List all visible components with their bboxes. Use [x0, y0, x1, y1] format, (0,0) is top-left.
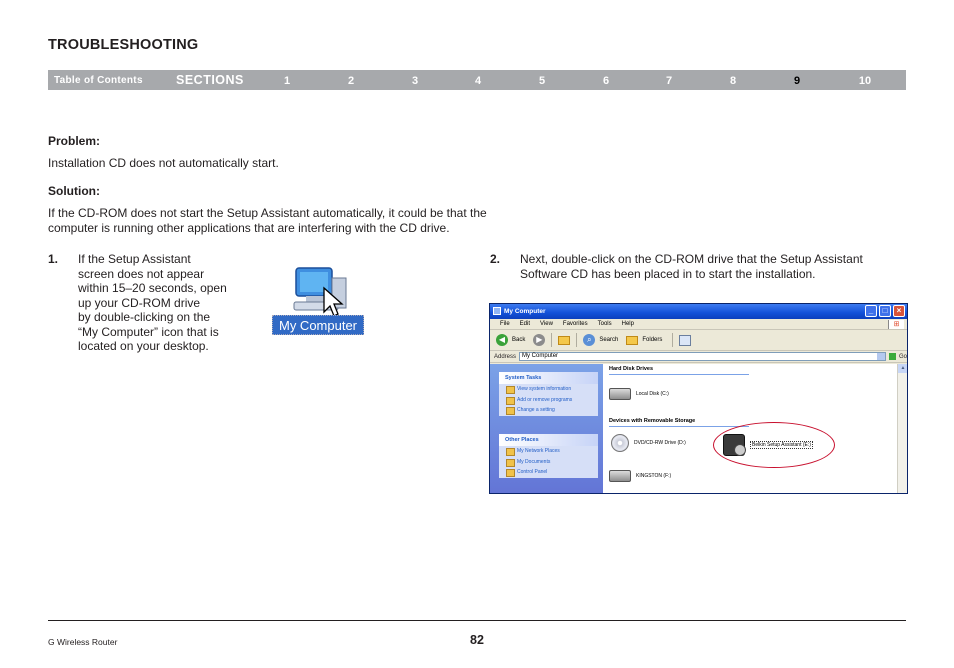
section-link-8[interactable]: 8 — [729, 75, 737, 87]
address-value: My Computer — [522, 353, 559, 359]
step-1-line: If the Setup Assistant — [78, 252, 191, 266]
folders-button[interactable]: Folders — [642, 337, 663, 343]
drive-label: Local Disk (C:) — [636, 391, 669, 397]
menu-help[interactable]: Help — [621, 321, 634, 327]
task-link[interactable]: Add or remove programs — [499, 395, 598, 406]
menu-favorites[interactable]: Favorites — [562, 321, 588, 327]
task-link[interactable]: View system information — [499, 384, 598, 395]
drive-label: DVD/CD-RW Drive (D:) — [634, 440, 686, 446]
section-link-5[interactable]: 5 — [538, 75, 546, 87]
other-places-heading[interactable]: Other Places — [499, 434, 598, 446]
toolbar-divider — [551, 333, 552, 347]
menu-view[interactable]: View — [540, 321, 553, 327]
dvd-drive-d[interactable] — [611, 434, 686, 452]
section-link-3[interactable]: 3 — [411, 75, 419, 87]
section-link-1[interactable]: 1 — [283, 75, 291, 87]
toolbar-divider — [576, 333, 577, 347]
search-icon[interactable]: ⌕ — [583, 334, 595, 346]
place-link[interactable]: My Network Places — [499, 446, 598, 457]
search-button[interactable]: Search — [599, 337, 619, 343]
highlight-circle — [713, 422, 835, 468]
maximize-icon[interactable]: □ — [879, 305, 891, 317]
sections-label: SECTIONS — [176, 73, 244, 87]
local-disk-c[interactable] — [609, 388, 669, 400]
kingston-drive-f[interactable] — [609, 470, 671, 482]
my-computer-label[interactable]: My Computer — [272, 315, 364, 335]
solution-heading: Solution: — [48, 184, 100, 198]
hard-drive-icon — [609, 388, 631, 400]
group-divider — [609, 426, 749, 427]
task-link[interactable]: Change a setting — [499, 405, 598, 416]
up-folder-icon[interactable] — [558, 336, 570, 345]
section-link-6[interactable]: 6 — [602, 75, 610, 87]
section-nav-bar — [48, 70, 906, 90]
step-1-line: up your CD-ROM drive — [78, 295, 201, 310]
step-1-line: located on your desktop. — [78, 339, 209, 353]
menu-tools[interactable]: Tools — [597, 321, 612, 327]
section-link-7[interactable]: 7 — [665, 75, 673, 87]
solution-text-line-2: computer is running other applications that are interfering with the CD drive. — [48, 221, 450, 235]
system-tasks-panel — [499, 372, 598, 416]
footer-divider — [48, 620, 906, 621]
folders-icon[interactable] — [626, 336, 638, 345]
step-2-line: Software CD has been placed in to start the installation. — [520, 266, 816, 281]
my-computer-window-screenshot — [489, 303, 908, 494]
place-link[interactable]: My Documents — [499, 457, 598, 468]
removable-storage-heading: Devices with Removable Storage — [609, 418, 696, 424]
toolbar-divider — [672, 333, 673, 347]
section-link-10[interactable]: 10 — [858, 75, 872, 87]
computer-icon — [493, 307, 501, 315]
solution-text-line-1: If the CD-ROM does not start the Setup Assistant automatically, it could be that the — [48, 206, 487, 220]
window-menu-bar — [490, 319, 907, 330]
go-button[interactable]: Go — [898, 353, 907, 360]
window-content — [490, 364, 907, 493]
back-button[interactable]: Back — [512, 337, 526, 343]
drive-label: Belkin Setup Assistant (E:) — [752, 442, 811, 448]
step-2-text — [520, 252, 863, 281]
step-2-line: Next, double-click on the CD-ROM drive that the Setup Assistant — [520, 252, 863, 266]
window-toolbar — [490, 330, 907, 351]
group-divider — [609, 374, 749, 375]
hard-disk-drives-heading: Hard Disk Drives — [609, 366, 654, 372]
section-link-2[interactable]: 2 — [347, 75, 355, 87]
step-1-line: by double-clicking on the — [78, 310, 211, 324]
usb-drive-icon — [609, 470, 631, 482]
address-bar — [490, 351, 907, 363]
menu-edit[interactable]: Edit — [519, 321, 531, 327]
step-1-line: within 15–20 seconds, open — [78, 281, 227, 295]
task-pane — [490, 364, 603, 493]
minimize-icon[interactable]: _ — [865, 305, 877, 317]
window-title: My Computer — [504, 308, 546, 315]
table-of-contents-link[interactable]: Table of Contents — [54, 75, 143, 86]
page-title: TROUBLESHOOTING — [48, 37, 199, 53]
page-number: 82 — [470, 633, 484, 647]
menu-file[interactable]: File — [500, 321, 510, 327]
step-1-line: “My Computer” icon that is — [78, 324, 219, 339]
system-tasks-heading[interactable]: System Tasks — [499, 372, 598, 384]
step-1-line: screen does not appear — [78, 266, 205, 281]
views-icon[interactable] — [679, 335, 691, 346]
step-1-number: 1. — [48, 252, 59, 266]
address-label: Address — [494, 353, 517, 360]
forward-arrow-icon[interactable]: ▶ — [533, 334, 545, 346]
section-link-4[interactable]: 4 — [474, 75, 482, 87]
other-places-panel — [499, 434, 598, 478]
problem-heading: Problem: — [48, 134, 101, 148]
problem-text: Installation CD does not automatically start. — [48, 156, 279, 170]
cd-drive-icon — [611, 434, 629, 452]
windows-logo-icon: ⊞ — [888, 320, 904, 329]
footer-product-name: G Wireless Router — [48, 637, 118, 647]
vertical-scrollbar[interactable] — [897, 364, 907, 493]
step-2-number: 2. — [490, 252, 501, 266]
address-input[interactable] — [519, 352, 886, 361]
step-1-text — [78, 252, 227, 354]
close-icon[interactable]: × — [893, 305, 905, 317]
section-link-9-active[interactable]: 9 — [793, 75, 801, 87]
back-arrow-icon[interactable]: ◀ — [496, 334, 508, 346]
drive-label: KINGSTON (F:) — [636, 473, 672, 479]
window-title-bar — [490, 304, 907, 319]
scroll-up-icon[interactable]: ▲ — [898, 364, 908, 373]
place-link[interactable]: Control Panel — [499, 467, 598, 478]
chevron-down-icon[interactable] — [877, 353, 885, 360]
go-arrow-icon[interactable] — [889, 353, 896, 360]
